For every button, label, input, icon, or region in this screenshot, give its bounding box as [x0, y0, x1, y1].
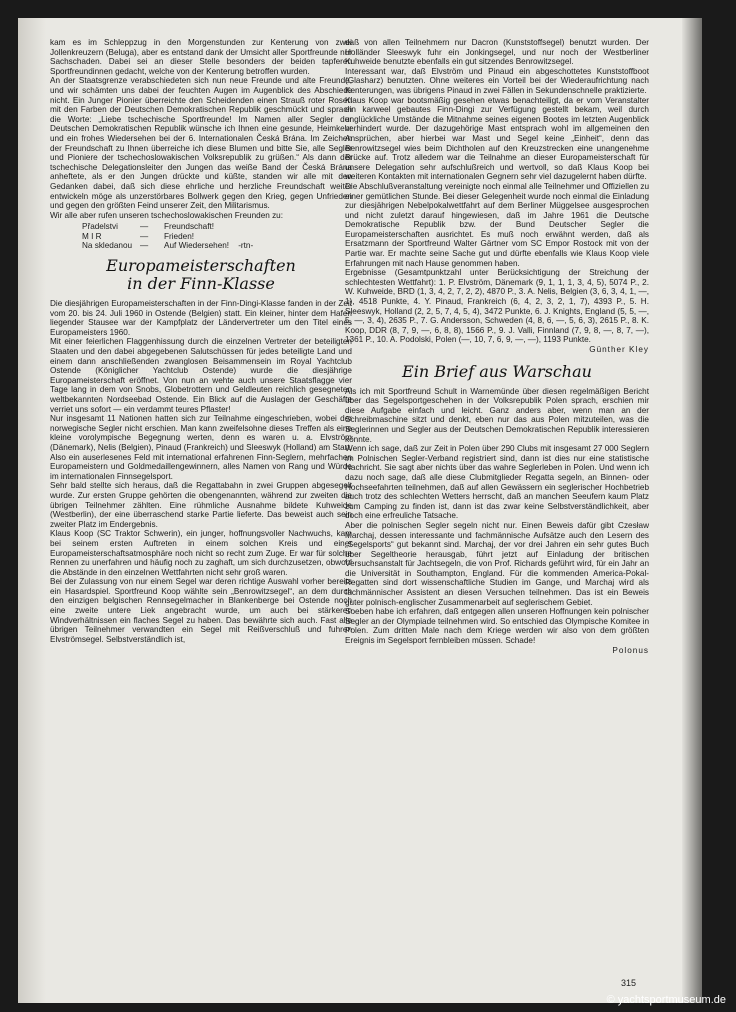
salute-german-text: Auf Wiedersehen! [164, 241, 230, 251]
salute-german: Frieden! [164, 231, 195, 241]
salute-dash: — [140, 241, 149, 251]
heading-line: Europameisterschaften [106, 256, 296, 276]
text-paragraph: Soeben habe ich erfahren, daß entgegen allen unseren Hoffnungen kein polnischer Segler an der Olympiade teilnehmen wird. So entschied das Olympische Komitee in Polen. Zum dritten Male nach dem Kriege werden wir also von dem größten Ereignis im Segelsport fernbleiben müssen. Schade! [345, 607, 649, 646]
salute-czech: Přadelstvi [82, 222, 118, 232]
heading-line: in der Finn-Klasse [127, 274, 275, 294]
text-paragraph: Klaus Koop war bootsmäßig gesehen etwas benachteiligt, da er vom Veranstalter ein karweel gebautes Finn-Dingi zur Verfügung gestellt bekam, weil durch unglückliche Umstände die Mitnahme seines eigenen Bootes im letzten Augenblick verhindert wurde. Der dazugehörige Mast entsprach wohl im allgemeinen den Ansprüchen, aber hierbei war Mast und Segel keine „Einheit“, denn das Benrowitzsegel wies beim Dichtholen auf den Kreuzstrecken eine unangenehme Brücke auf. Trotz alledem war die Teilnahme an dieser Europameisterschaft für unsere Delegation sehr aufschlußreich und wertvoll, so daß Klaus Koop bei weiteren Kontakten mit internationalen Gegnern sehr viel dazugelernt haben dürfte. [345, 95, 649, 182]
text-paragraph: Mit einer feierlichen Flaggenhissung durch die einzelnen Vertreter der beteiligten Staaten und den dabei abgegebenen Salutschüssen für jedes beteiligte Land und einem dann anschließenden zwanglosen Beisammensein im Royal Yachtclub Ostende (Königlicher Yachtclub Ostende) wurde die diesjährige Europameisterschaft eröffnet. Von nun an wehte auch unsere Staatsflagge vier Tage lang in dem von Snobs, Globetrottern und Geldleuten reichlich gesegneten weltbekannten Nordseebad Ostende. Ein Blick auf die Auslagen der Geschäfte verriet uns sofort — ein verdammt teures Pflaster! [50, 337, 352, 414]
author-signature: Polonus [612, 645, 649, 655]
text-paragraph: Interessant war, daß Elvström und Pinaud ein abgeschottetes Kunststoffboot (Glasharz) benutzten. Ohne weiteres ein Vorteil bei der Wiederaufrichtung nach Kenterungen, was übrigens Pinaud in zwei Fällen in Sekundenschnelle praktizierte. [345, 66, 649, 95]
salute-dash: — [140, 231, 149, 241]
text-paragraph: Aber die polnischen Segler segeln nicht nur. Einen Beweis dafür gibt Czesław Marchaj, dessen interessante und fachmännische Aufsätze auch den Lesern des „Segelsports“ gut bekannt sind. Marchaj, der vor drei Jahren ein sehr gutes Buch über Segeltheorie herausgab, führt jetzt auf Einladung der britischen Versuchsanstalt für Jachtsegeln, die von Prof. Richards geführt wird, für ein Jahr an die Universität in Southampton, England. Für die kommenden America-Pokal-Regatten sind dort wissenschaftliche Studien im Gange, und Marchaj wird als fachmännischer Assistent an diesen Versuchen teilnehmen. Das ist ein Beweis guter polnisch-englischer Zusammenarbeit auf seglerischem Gebiet. [345, 520, 649, 607]
text-paragraph: Die Abschlußveranstaltung vereinigte noch einmal alle Teilnehmer und Offiziellen zu einer gemütlichen Stunde. Bei dieser Gelegenheit wurde noch einmal die Einladung zur diesjährigen Nebelpokalwettfahrt auf dem Berliner Müggelsee ausgesprochen und nicht zuletzt darauf hingewiesen, daß im Jahre 1961 die Deutsche Demokratische Republik bzw. der Bund Deutscher Segler die Europameisterschaften ausrichtet. Es muß noch erwähnt werden, daß als Ersatzmann der Sportfreund Walter Gärtner vom SC Empor Rostock mit von der Partie war. Er machte seine Sache gut und dürfte ebenfalls wie Klaus Koop viele Erfahrungen mit nach Hause genommen haben. [345, 181, 649, 268]
text-paragraph: Als ich mit Sportfreund Schult in Warnemünde über diesen regelmäßigen Bericht über das Segelsportgeschehen in der Volksrepublik Polen sprach, erschien mir diese Aufgabe einfach und leicht. Ganz anders aber, wenn man an der Schreibmaschine sitzt und denkt, eben nur das aus Polen mitzuteilen, was die Seglerinnen und Segler aus der Deutschen Demokratischen Republik interessieren könnte. [345, 386, 649, 444]
text-paragraph: Die diesjährigen Europameisterschaften in der Finn-Dingi-Klasse fanden in der Zeit vom 20. bis 24. Juli 1960 in Ostende (Belgien) statt. Ein kleiner, hinter dem Hafen liegender Stausee war der Kampfplatz der Ländervertreter um den Titel eines Europameisters 1960. [50, 299, 352, 337]
salute-czech: M I R [82, 231, 102, 241]
text-paragraph: daß von allen Teilnehmern nur Dacron (Kunststoffsegel) benutzt wurden. Der Holländer Sleeswyk fuhr ein Jonkingsegel, und nur noch der Westberliner Kuhweide benutzte ebenfalls ein gut sitzendes Benrowitzsegel. [345, 38, 649, 67]
author-signature: -rtn- [238, 241, 254, 251]
results-paragraph: Ergebnisse (Gesamtpunktzahl unter Berücksichtigung der Streichung der schlechtesten Wettfahrt): 1. P. Elvström, Dänemark (9, 1, 1, 1, 3, 4, 5), 5074 P., 2. W. Kuhweide, BRD (1, 3, 4, 2, 7, 2, 2), 4870 P., 3. A. Nelis, Belgien (3, 6, 3, 4, 1, —, 1), 4518 Punkte, 4. Y. Pinaud, Frankreich (6, 4, 2, 3, 2, 1, 7), 4393 P., 5. H. Sleeswyk, Holland (2, 2, 5, 7, 4, 5, 4), 3472 Punkte, 6. J. Knights, England (5, 5, —, 5, —, 3, 4), 2635 P., 7. G. Andersson, Schweden (4, 8, 6, —, 5, 6, 3), 2615 P., 8. K. Koop, DDR (8, 7, 9, —, 6, 8, 8), 1566 P., 9. J. Valli, Finnland (7, 9, 8, —, 8, 7, —), 1361 P., 10. A. Podolski, Polen (—, 10, 7, 6, 9, —, —), 1193 Punkte. [345, 268, 649, 345]
page-binding-shadow [18, 18, 46, 1003]
text-paragraph: Wenn ich sage, daß zur Zeit in Polen über 290 Clubs mit insgesamt 27 000 Seglern im Polnischen Segler-Verband registriert sind, dann ist dies nur eine statistische Nachricht. Sie sagt aber nichts über das wahre Seglerleben in Polen. Und wenn ich dazu noch sage, daß alle diese Clubmitglieder Regatta segeln, an Binnen- oder Hochseefahrten teilnehmen, daß auf allen Gewässern ein seglerischer Hochbetrieb auch trotz des schlechten Wetters herrscht, daß an manchen Seeufern kaum Platz zum Camping zu finden ist, dann ist das zwar keine Selbstverständlichkeit, aber doch eine erfreuliche Tatsache. [345, 444, 649, 521]
right-column [345, 38, 649, 655]
magazine-page [18, 18, 702, 1003]
salute-german: Freundschaft! [164, 222, 215, 232]
text-paragraph: Klaus Koop (SC Traktor Schwerin), ein junger, hoffnungsvoller Nachwuchs, kam bei seinem ersten Auftreten in einem solchen Kreis und einer Europameisterschaftsatmosphäre noch nicht so recht zum Zuge. Er war für solche Rennen zu unerfahren und häufig noch zu zaghaft, um sich durchzusetzen, obwohl die Abstände in den einzelnen Wettfahrten nicht sehr groß waren. [50, 529, 352, 577]
page-number: 315 [621, 978, 637, 988]
salute-czech: Na skledanou [82, 241, 133, 251]
author-signature: Günther Kley [589, 345, 649, 354]
salute-german [164, 241, 302, 251]
article-heading: Ein Brief aus Warschau [402, 361, 592, 381]
salute-dash: — [140, 222, 149, 232]
left-column [50, 38, 352, 644]
page-spine-shadow [682, 18, 702, 1003]
text-paragraph: An der Staatsgrenze verabschiedeten sich nun neue Freunde und alte Freunde, und wir schämten uns dabei der feuchten Augen im Augenblick des Abschieds nicht. Ein Junger Pionier überreichte den Scheidenden einen Strauß roter Rosen mit den Farben der Deutschen Demokratischen Republik geschmückt und sprach die Worte: „Liebe tschechische Sportfreunde! Im Namen aller Segler der Deutschen Demokratischen Republik wünsche ich Ihnen eine gesunde, Heimkehr und ein frohes Wiedersehen bei der 6. Internationalen Česká Brána. Im Zeichen der Freundschaft zu Ihnen überreiche ich diese Blumen und bitte Sie, alle Segler und Pioniere der tschechoslowakischen Volksrepublik zu grüßen.“ Als dann der tschechische Delegationsleiter den Jungen das weiße Band der Česká Brána anheftete, als er den Jungen drückte und küßte, standen wir alle mit den Gedanken dabei, daß sich diese ehrliche und herzliche Freundschaft weiter entwickeln möge als unzerstörbares Bollwerk gegen den Krieg, gegen Unfrieden und gegen den größten Feind unserer Zeit, den Militarismus. [50, 76, 352, 211]
copyright-watermark: © yachtsportmuseum.de [606, 994, 726, 1006]
text-paragraph: Sehr bald stellte sich heraus, daß die Regattabahn in zwei Gruppen abgesegelt wurde. Zur ersten Gruppe gehörten die obengenannten, während zur zweiten die übrigen Teilnehmer zählten. Eine rühmliche Ausnahme bildete Kuhweide (Westberlin), der eine überraschend starke Partie lieferte. Das beweist auch sein zweiter Platz im Endergebnis. [50, 481, 352, 529]
text-paragraph: Wir alle aber rufen unseren tschechoslowakischen Freunden zu: [50, 210, 284, 220]
text-paragraph: Nur insgesamt 11 Nationen hatten sich zur Teilnahme eingeschrieben, wobei der norwegische Segler nicht erschien. Man kann zweifelsohne dieses Treffen als eine kleine vorolympische Begegnung werten, denn es waren u. a. Elvström (Dänemark), Nelis (Belgien), Pinaud (Frankreich) und Sleeswyk (Holland) am Start. Also ein auserlesenes Feld mit international erfahrenen Finn-Seglern, mehrfachen Europameistern und Goldmedaillengewinnern, alles Namen von Rang und Würde im internationalen Finnsegelsport. [50, 414, 352, 481]
text-paragraph: kam es im Schleppzug in den Morgenstunden zur Kenterung von zwei Jollenkreuzern (Beluga), aber es entstand dank der Umsicht aller Sportfreunde nur Sachschaden. Dabei sei an dieser Stelle besonders der beiden tapferen Sportfreundinnen gedacht, welche von der Kenterung betroffen wurden. [50, 38, 352, 76]
article-heading [50, 257, 352, 293]
salute-table [82, 222, 302, 251]
text-paragraph: Bei der Zulassung von nur einem Segel war deren richtige Auswahl vorher bereits ein Hasardspiel. Sportfreund Koop wählte sein „Benrowitzsegel“, an dem durch den einzigen belgischen Rennsegelmacher in Blankenberge bei Ostende noch eine zweite untere Liek angebracht wurde, um auch bei stärkeren Windverhältnissen ein flaches Segel zu haben. Das bewährte sich auch. Fast alle übrigen Teilnehmer verwandten ein Segel mit Reißverschluß und fuhren Elvströmsegel. Selbstverständlich ist, [50, 577, 352, 644]
